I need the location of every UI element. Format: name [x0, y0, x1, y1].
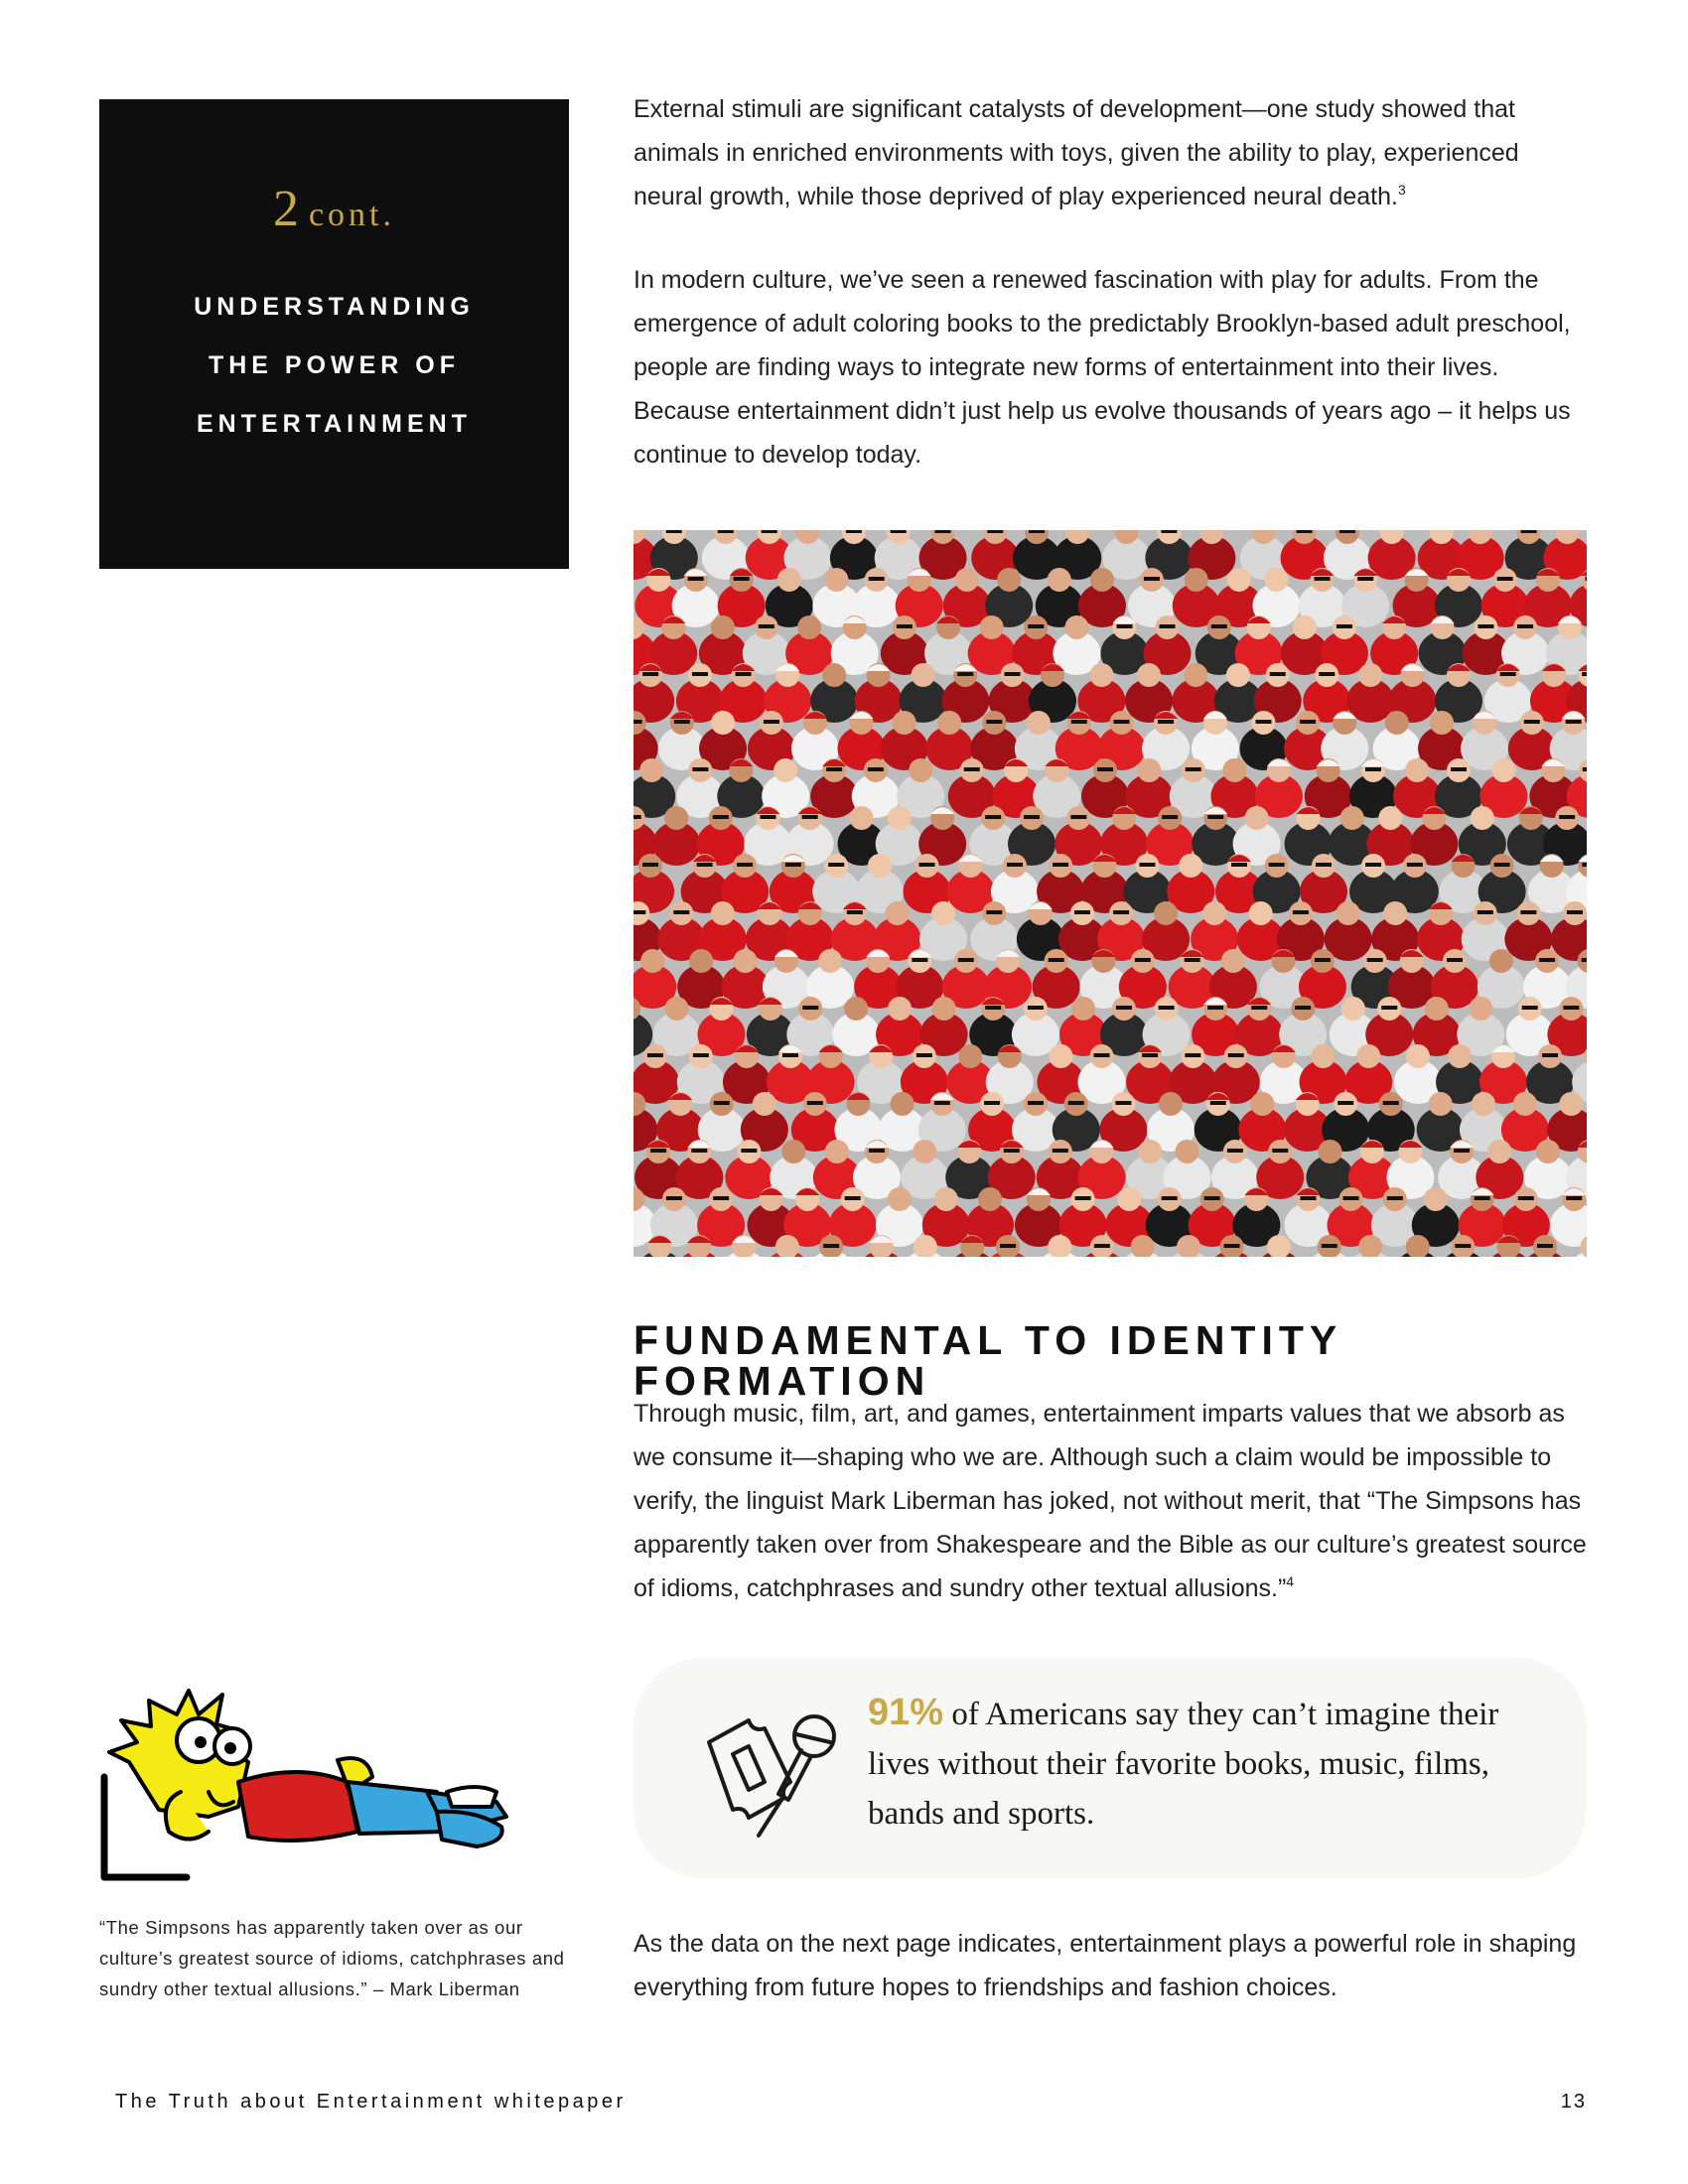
stat-description: of Americans say they can’t imagine their lives without their favorite books, music, films, bands and sports.	[868, 1697, 1499, 1832]
section-number-digit: 2	[272, 181, 299, 237]
identity-paragraph-text: Through music, film, art, and games, entertainment imparts values that we absorb as we consume it—shaping who we are. Although such a claim would be impossible to verify, the linguist Mark Liberman has joked, not without merit, that “The Simpsons has apparently taken over from Shakespeare and the Bible as our culture’s greatest source of idioms, catchphrases and sundry other textual allusions.”	[633, 1400, 1587, 1602]
closing-paragraph: As the data on the next page indicates, entertainment plays a powerful role in shaping everything from future hopes to friendships and fashion choices.	[633, 1930, 1577, 2001]
footnote-ref: 3	[1397, 182, 1406, 198]
section-title-line: UNDERSTANDING	[194, 293, 475, 321]
crowd-photo	[633, 530, 1587, 1257]
stat-percent: 91%	[868, 1692, 944, 1733]
section-number	[99, 181, 569, 237]
identity-paragraph	[633, 1392, 1587, 1610]
footer-title: The Truth about Entertainment whitepaper	[115, 2091, 627, 2113]
stat-text	[868, 1688, 1543, 1839]
intro-paragraph-1	[633, 87, 1587, 218]
footnote-ref: 4	[1286, 1573, 1295, 1589]
section-title-line: ENTERTAINMENT	[196, 410, 473, 438]
section-title-line: THE POWER OF	[208, 351, 461, 379]
section-heading: FUNDAMENTAL TO IDENTITY FORMATION	[633, 1317, 1342, 1404]
reclining-cartoon-illustration	[99, 1643, 541, 1896]
section-title	[99, 278, 569, 454]
crowd-photo-graphic	[633, 530, 1587, 1257]
intro-paragraph-1-text: External stimuli are significant catalysts of development—one study showed that animals in enriched environments with toys, given the ability to play, experienced neural growth, while those deprived of play experienced neural death.	[633, 95, 1519, 210]
section-marker	[99, 99, 569, 569]
section-cont-label: cont.	[308, 197, 396, 233]
intro-paragraph-2: In modern culture, we’ve seen a renewed fascination with play for adults. From the emergence of adult coloring books to the predictably Brooklyn-based adult preschool, people are finding ways to integrate new forms of entertainment into their lives. Because entertainment didn’t just help us evolve thousands of years ago – it helps us continue to develop today.	[633, 266, 1571, 469]
ticket-microphone-icon	[699, 1703, 843, 1842]
illustration-caption: “The Simpsons has apparently taken over as our culture’s greatest source of idioms, catchphrases and sundry other textual allusions.” – Mark Liberman	[99, 1917, 565, 1999]
stat-callout	[633, 1658, 1587, 1878]
page-number: 13	[1560, 2091, 1587, 2113]
